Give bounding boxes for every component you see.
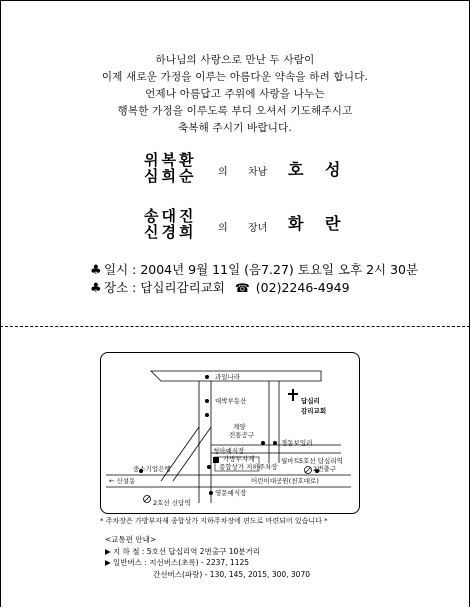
groom-connector: 의: [218, 167, 228, 178]
subway-info: 지 하 철 : 5호선 답십리역 2번출구 10분거리: [113, 546, 260, 556]
groom-relation: 차남: [248, 167, 268, 178]
map-label-fruit-store: 과일나라: [215, 373, 241, 381]
map-label-boiler: 경동보일러: [281, 439, 313, 447]
bride-name: 화 란: [288, 214, 349, 233]
bride-mother-name: 신경희: [144, 223, 197, 241]
map-label-gyeyang: 계양: [233, 423, 246, 431]
groom-name: 호 성: [288, 160, 349, 179]
date-value: 2004년 9월 11일 (음7.27) 토요일 오후 2시 30분: [140, 262, 419, 277]
place-value: 답십리감리교회: [140, 280, 225, 295]
map-label-wedding-hall: 청아예식장: [213, 447, 245, 455]
message-line: 하나님의 사랑으로 만난 두 사람이: [155, 54, 315, 66]
directions-guide: [105, 534, 310, 580]
triangle-icon: ▶: [105, 546, 111, 556]
directions-subway: [105, 546, 310, 558]
directions-bus-2: 간선버스(파랑) - 130, 145, 2015, 300, 3070: [153, 569, 310, 579]
place-label: 장소 :: [104, 280, 141, 295]
map-label-walmart: 월마트: [281, 457, 300, 465]
map-label-church-2: 감리교회: [301, 407, 327, 415]
bus-info: 일반버스 : 지선버스(초록) - 2237, 1125: [113, 558, 250, 567]
map-label-parking: 종합상가 지하주차장: [219, 463, 278, 471]
telephone-icon: ☎: [234, 281, 250, 295]
place-line: [90, 278, 350, 296]
date-label: 일시 :: [104, 262, 141, 277]
map-label-sindap-station: 2호선 신답역: [153, 499, 191, 507]
message-line: 언제나 아름답고 주위에 사랑을 나누는: [145, 88, 325, 100]
directions-title: <교통편 안내>: [105, 535, 157, 544]
groom-mother-name: 심희순: [144, 167, 197, 185]
phone-number: (02)2246-4949: [255, 280, 350, 295]
groom-father-name: 위복환: [144, 151, 197, 169]
bride-father-name: 송대진: [144, 207, 197, 225]
map-label-bank: 중소기업은행: [133, 465, 171, 473]
parking-note: * 주차장은 가방부자재 종합상가 지하주차장에 편도로 마련되어 있습니다 *: [100, 517, 328, 525]
map-label-exit5: 5호선 답십리역: [299, 457, 343, 465]
location-map: [100, 352, 360, 514]
club-icon: ♣: [90, 281, 102, 296]
map-label-church: 답십리: [301, 397, 320, 405]
map-label-yeongmun: 영문예식장: [215, 489, 247, 497]
invitation-message: [0, 52, 470, 137]
date-line: [90, 260, 418, 278]
map-label-sinseol: ← 신설동: [109, 477, 136, 485]
bride-relation: 장녀: [248, 223, 268, 234]
message-line: 축복해 주시기 바랍니다.: [177, 122, 293, 134]
map-label-exit2: 2번출구: [313, 465, 336, 473]
message-line: 행복한 가정을 이루도록 부디 오셔서 기도해주시고: [117, 105, 353, 117]
map-label-real-estate: 대박부동산: [215, 397, 247, 405]
map-label-bag-store: 가방부자재: [223, 455, 255, 463]
club-icon: ♣: [90, 263, 102, 278]
map-label-gyeyang-2: 전통공구: [229, 431, 255, 439]
directions-bus: [105, 557, 310, 569]
cut-line-divider: [0, 326, 470, 327]
map-label-childrens-park: 어린이대공원(천호대로): [251, 477, 319, 485]
triangle-icon: ▶: [105, 558, 111, 567]
bride-connector: 의: [218, 223, 228, 234]
message-line: 이제 새로운 가정을 이루는 아름다운 약속을 하려 합니다.: [101, 71, 369, 83]
